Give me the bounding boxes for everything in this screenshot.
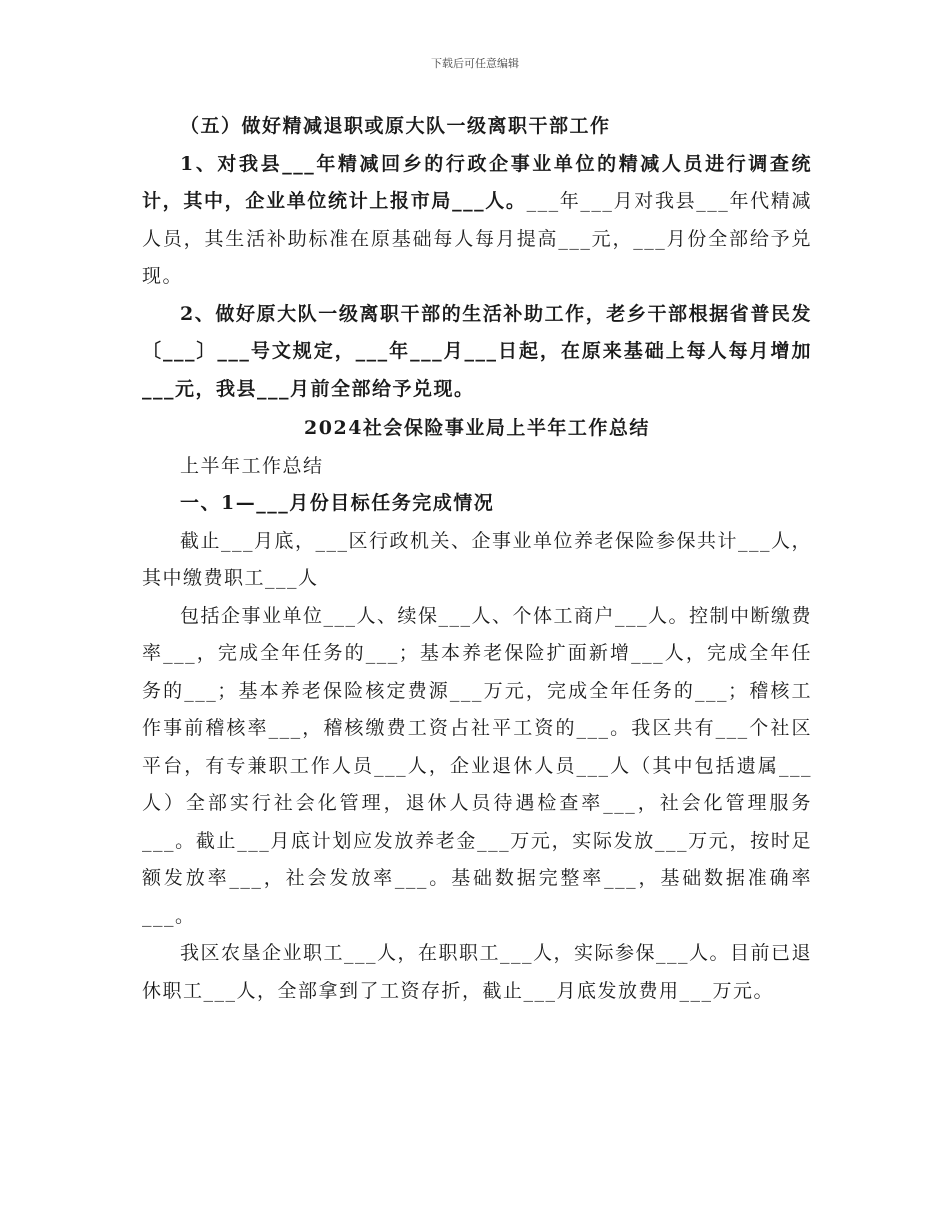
section-heading-1: 一、1—___月份目标任务完成情况 — [180, 492, 495, 514]
paragraph-item-2: 2、做好原大队一级离职干部的生活补助工作，老乡干部根据省普民发〔___〕___号文规定，___年___月___日起，在原来基础上每人每月增加___元，我县___月前全部给予兑现。 — [142, 302, 812, 400]
section-heading-5: （五）做好精减退职或原大队一级离职干部工作 — [180, 115, 611, 137]
paragraph-2: 包括企事业单位___人、续保___人、个体工商户___人。控制中断缴费率___，完成全年任务的___；基本养老保险扩面新增___人，完成全年任务的___；基本养老保险核定费源___万元，完成全年任务的___；稽核工作事前稽核率___，稽核缴费工资占社平工资的___。我区共有___个社区平台，有专兼职工作人员___人，企业退休人员___人（其中包括遗属___人）全部实行社会化管理，退休人员待遇检查率___，社会化管理服务___。截止___月底计划应发放养老金___万元，实际发放___万元，按时足额发放率___，社会发放率___。基础数据完整率___，基础数据准确率___。 — [142, 604, 813, 927]
document-title: 2024社会保险事业局上半年工作总结 — [304, 417, 650, 439]
document-body — [142, 108, 812, 1010]
paragraph-1: 截止___月底，___区行政机关、企事业单位养老保险参保共计___人，其中缴费职工___人 — [142, 529, 813, 589]
page-header-note: 下载后可任意编辑 — [431, 57, 519, 70]
item-1-bold-text: 1、对我县___年精减回乡的行政企事业单位的精减人员进行调查统计，其中，企业单位统计上报市局___人。 — [142, 152, 812, 212]
paragraph-item-1 — [142, 146, 812, 296]
document-subtitle: 上半年工作总结 — [180, 454, 324, 477]
item-1-regular-text: ___年___月对我县___年代精减人员，其生活补助标准在原基础每人每月提高___元，___月份全部给予兑现。 — [142, 190, 812, 287]
paragraph-3: 我区农垦企业职工___人，在职职工___人，实际参保___人。目前已退休职工___人，全部拿到了工资存折，截止___月底发放费用___万元。 — [142, 942, 813, 1002]
